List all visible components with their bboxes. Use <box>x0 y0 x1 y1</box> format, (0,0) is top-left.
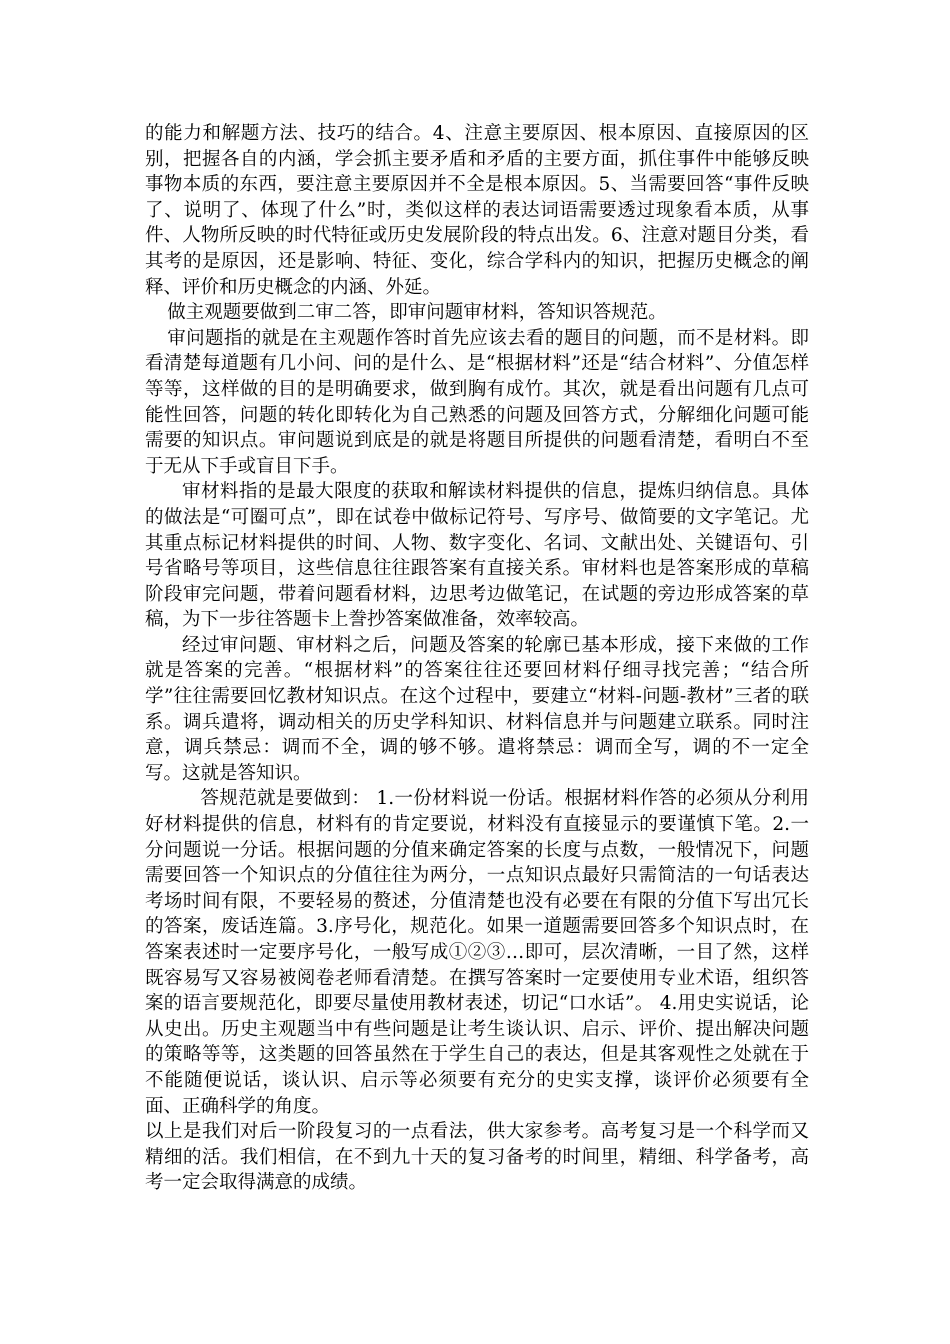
paragraph-two-reviews: 做主观题要做到二审二答，即审问题审材料，答知识答规范。 <box>167 302 667 324</box>
paragraph-review-material: 审材料指的是最大限度的获取和解读材料提供的信息，提炼归纳信息。具体的做法是“可圈可点”，即在试卷中做标记符号、写序号、做简要的文字笔记。尤其重点标记材料提供的时间、人物、数字变化、名词、文献出处、关键语句、引号省略号等项目，这些信息往往跟答案有直接关系。审材料也是答案形成的草稿阶段审完问题，带着问题看材料，边思考边做笔记，在试题的旁边形成答案的草稿，为下一步往答题卡上誊抄答案做准备，效率较高。 <box>145 481 809 631</box>
document-body <box>145 121 809 1196</box>
paragraph-continuation: 的能力和解题方法、技巧的结合。4、注意主要原因、根本原因、直接原因的区别，把握各自的内涵，学会抓主要矛盾和矛盾的主要方面，抓住事件中能够反映事物本质的东西，要注意主要原因并不全是根本原因。5、当需要回答“事件反映了、说明了、体现了什么”时，类似这样的表达词语需要透过现象看本质，从事件、人物所反映的时代特征或历史发展阶段的特点出发。6、注意对题目分类，看其考的是原因，还是影响、特征、变化，综合学科内的知识，把握历史概念的阐释、评价和历史概念的内涵、外延。 <box>145 123 809 298</box>
paragraph-answer-knowledge: 经过审问题、审材料之后，问题及答案的轮廓已基本形成，接下来做的工作就是答案的完善。“根据材料”的答案往往还要回材料仔细寻找完善；“结合所学”往往需要回忆教材知识点。在这个过程中，要建立“材料-问题-教材”三者的联系。调兵遣将，调动相关的历史学科知识、材料信息并与问题建立联系。同时注意，调兵禁忌：调而不全，调的够不够。遣将禁忌：调而全写，调的不一定全写。这就是答知识。 <box>145 634 809 784</box>
paragraph-answer-standard: 答规范就是要做到： 1.一份材料说一份话。根据材料作答的必须从分利用好材料提供的信息，材料有的肯定要说，材料没有直接显示的要谨慎下笔。2.一分问题说一分话。根据问题的分值来确定答案的长度与点数，一般情况下，问题需要回答一个知识点的分值往往为两分，一点知识点最好只需简洁的一句话表达考场时间有限，不要轻易的赘述，分值清楚也没有必要在有限的分值下写出冗长的答案，废话连篇。3.序号化，规范化。如果一道题需要回答多个知识点时，在答案表述时一定要序号化，一般写成①②③…即可，层次清晰，一目了然，这样既容易写又容易被阅卷老师看清楚。在撰写答案时一定要使用专业术语，组织答案的语言要规范化，即要尽量使用教材表述，切记“口水话”。 4.用史实说话，论从史出。历史主观题当中有些问题是让考生谈认识、启示、评价、提出解决问题的策略等等，这类题的回答虽然在于学生自己的表达，但是其客观性之处就在于不能随便说话，谈认识、启示等必须要有充分的史实支撑，谈评价必须要有全面、正确科学的角度。 <box>145 788 809 1117</box>
paragraph-conclusion: 以上是我们对后一阶段复习的一点看法，供大家参考。高考复习是一个科学而又精细的活。我们相信，在不到九十天的复习备考的时间里，精细、科学备考，高考一定会取得满意的成绩。 <box>145 1121 809 1194</box>
paragraph-review-question: 审问题指的就是在主观题作答时首先应该去看的题目的问题，而不是材料。即看清楚每道题有几小问、问的是什么、是“根据材料”还是“结合材料”、分值怎样等等，这样做的目的是明确要求，做到胸有成竹。其次，就是看出问题有几点可能性回答，问题的转化即转化为自己熟悉的问题及回答方式，分解细化问题可能需要的知识点。审问题说到底是的就是将题目所提供的问题看清楚，看明白不至于无从下手或盲目下手。 <box>145 327 809 477</box>
